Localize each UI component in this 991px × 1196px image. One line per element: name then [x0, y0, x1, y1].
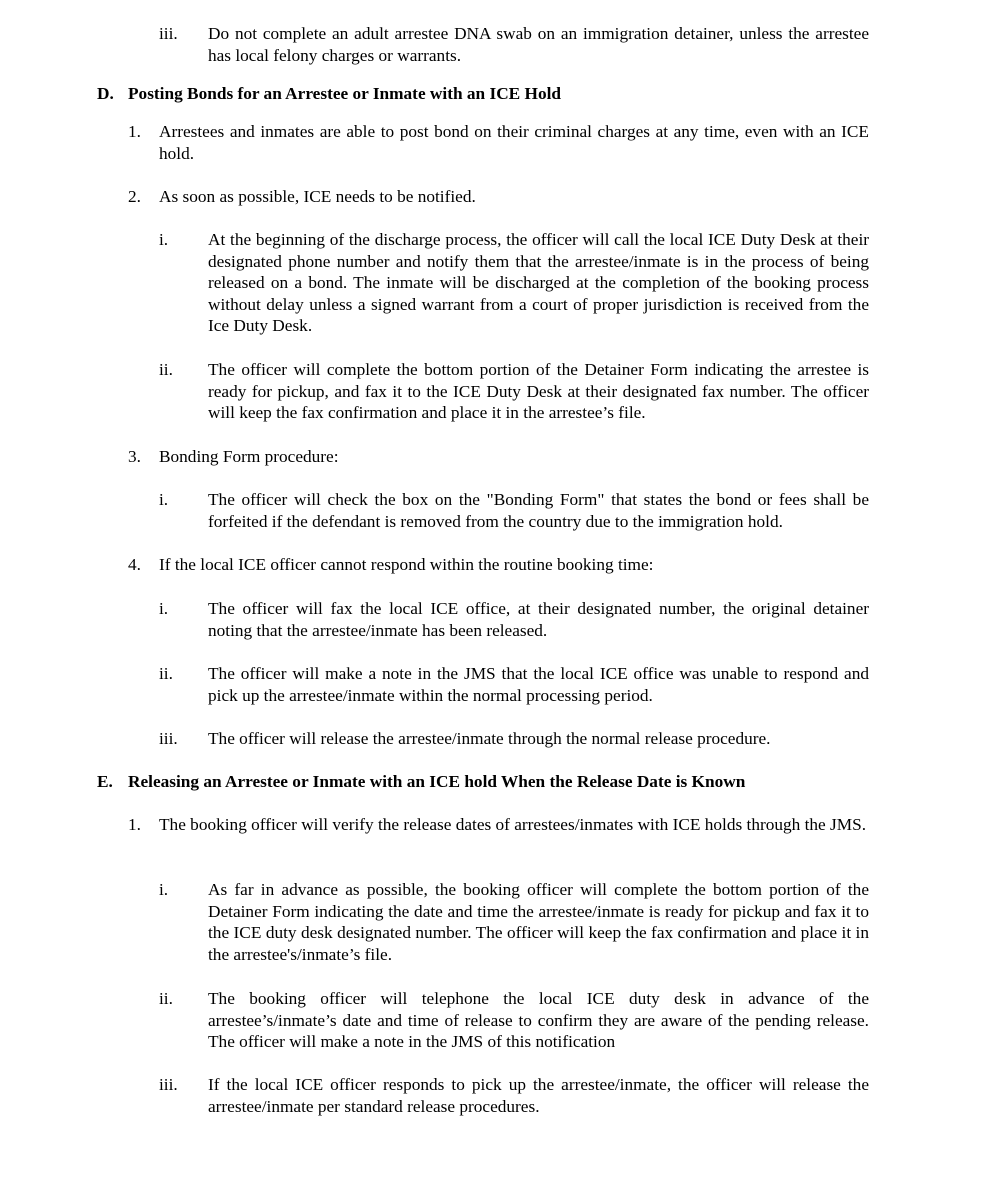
list-item-text: The officer will fax the local ICE office, at their designated number, the original detainer noting that the arrestee/inmate has been released. — [208, 599, 869, 640]
list-item-d-4 — [128, 554, 869, 576]
section-title: Posting Bonds for an Arrestee or Inmate with an ICE Hold — [128, 84, 562, 103]
section-d-heading — [97, 83, 877, 105]
list-marker: 2. — [128, 187, 141, 206]
section-title: Releasing an Arrestee or Inmate with an ICE hold When the Release Date is Known — [128, 772, 746, 791]
list-item-e-1-ii — [159, 988, 869, 1053]
section-letter: D. — [97, 84, 114, 103]
list-item-text: Do not complete an adult arrestee DNA swab on an immigration detainer, unless the arrestee has local felony charges or warrants. — [208, 24, 869, 65]
list-marker: 1. — [128, 122, 141, 141]
list-marker: 3. — [128, 447, 141, 466]
list-item-text: If the local ICE officer responds to pick up the arrestee/inmate, the officer will release the arrestee/inmate per standard release procedures. — [208, 1075, 869, 1116]
list-item-d-2-i — [159, 229, 869, 337]
list-item-text: The officer will release the arrestee/inmate through the normal release procedure. — [208, 729, 771, 748]
list-marker: i. — [159, 599, 169, 618]
list-item-d-1 — [128, 121, 869, 164]
list-item-intro-iii — [159, 23, 869, 66]
section-e-heading — [97, 771, 877, 793]
list-marker: ii. — [159, 664, 173, 683]
list-item-text: Bonding Form procedure: — [159, 447, 339, 466]
list-item-text: At the beginning of the discharge process, the officer will call the local ICE Duty Desk at their designated phone number and notify them that the arrestee/inmate is in the process of being released on a bond. The inmate will be discharged at the completion of the booking process without delay unless a signed warrant from a court of proper jurisdiction is received from the Ice Duty Desk. — [208, 230, 869, 336]
list-item-text: The officer will make a note in the JMS that the local ICE office was unable to respond and pick up the arrestee/inmate within the normal processing period. — [208, 664, 869, 705]
list-marker: iii. — [159, 729, 178, 748]
list-marker: 4. — [128, 555, 141, 574]
list-item-text: Arrestees and inmates are able to post bond on their criminal charges at any time, even with an ICE hold. — [159, 122, 869, 163]
list-marker: iii. — [159, 24, 178, 43]
list-item-d-2-ii — [159, 359, 869, 424]
list-item-d-4-iii — [159, 728, 869, 750]
list-item-d-3 — [128, 446, 869, 468]
list-marker: i. — [159, 490, 169, 509]
list-marker: 1. — [128, 815, 141, 834]
list-item-d-4-ii — [159, 663, 869, 706]
list-item-e-1-iii — [159, 1074, 869, 1117]
list-item-text: The booking officer will telephone the local ICE duty desk in advance of the arrestee’s/inmate’s date and time of release to confirm they are aware of the pending release. The officer will make a note in the JMS of this notification — [208, 989, 869, 1052]
list-item-text: As far in advance as possible, the booking officer will complete the bottom portion of the Detainer Form indicating the date and time the arrestee/inmate is ready for pickup and fax it to the ICE duty desk designated number. The officer will keep the fax confirmation and place it in the arrestee's/inmate’s file. — [208, 880, 869, 964]
list-item-text: The booking officer will verify the release dates of arrestees/inmates with ICE holds through the JMS. — [159, 815, 867, 834]
section-letter: E. — [97, 772, 113, 791]
list-marker: i. — [159, 230, 169, 249]
list-item-e-1-i — [159, 879, 869, 965]
list-marker: iii. — [159, 1075, 178, 1094]
list-marker: ii. — [159, 989, 173, 1008]
list-item-text: If the local ICE officer cannot respond within the routine booking time: — [159, 555, 654, 574]
list-item-d-4-i — [159, 598, 869, 641]
list-item-e-1 — [128, 814, 869, 836]
list-item-text: The officer will check the box on the "Bonding Form" that states the bond or fees shall be forfeited if the defendant is removed from the country due to the immigration hold. — [208, 490, 869, 531]
list-marker: ii. — [159, 360, 173, 379]
list-item-text: As soon as possible, ICE needs to be notified. — [159, 187, 476, 206]
list-item-d-3-i — [159, 489, 869, 532]
list-item-d-2 — [128, 186, 869, 208]
list-marker: i. — [159, 880, 169, 899]
list-item-text: The officer will complete the bottom portion of the Detainer Form indicating the arrestee is ready for pickup, and fax it to the ICE Duty Desk at their designated fax number. The officer will keep the fax confirmation and place it in the arrestee’s file. — [208, 360, 869, 423]
